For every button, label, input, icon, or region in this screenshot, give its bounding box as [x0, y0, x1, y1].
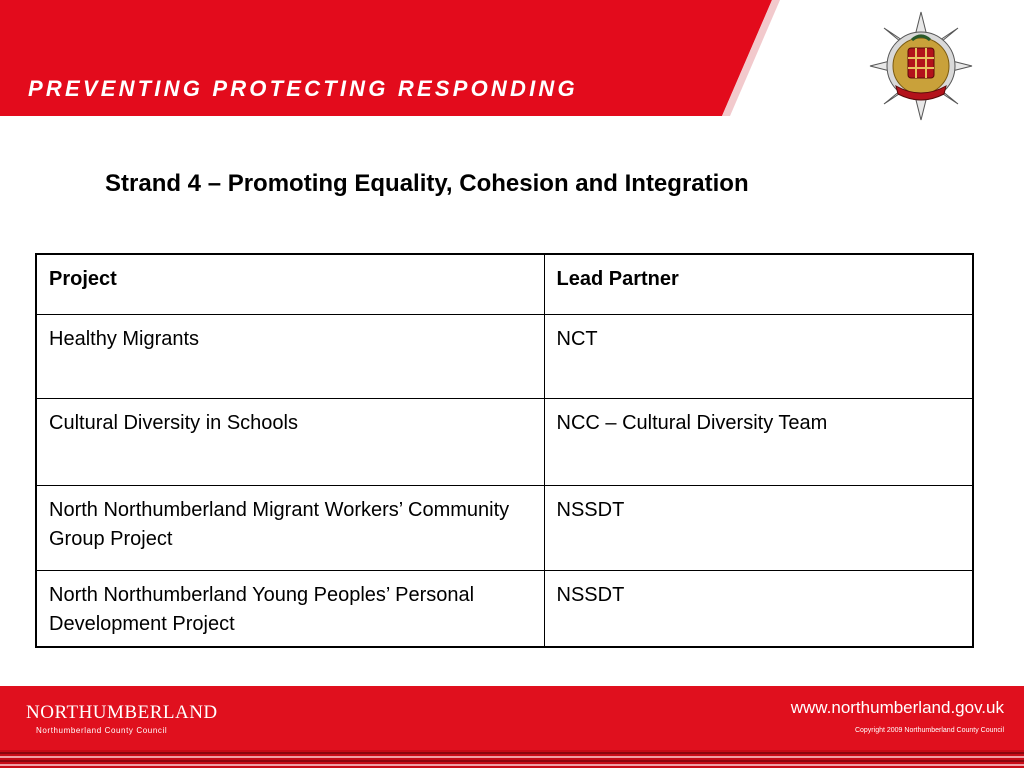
table-header-row [36, 254, 973, 314]
project-cell: Cultural Diversity in Schools [36, 398, 544, 485]
footer-stripes [0, 750, 1024, 768]
website-url: www.northumberland.gov.uk [790, 698, 1004, 717]
table-row [36, 398, 973, 485]
project-cell: North Northumberland Migrant Workers’ Community Group Project [36, 485, 544, 570]
page-title: Strand 4 – Promoting Equality, Cohesion and Integration [105, 170, 749, 197]
table-row [36, 485, 973, 570]
lead-partner-cell: NSSDT [544, 485, 973, 570]
northumberland-logo: NORTHUMBERLAND [26, 702, 218, 723]
header-tagline: PREVENTING PROTECTING RESPONDING [28, 76, 578, 101]
lead-partner-cell: NCC – Cultural Diversity Team [544, 398, 973, 485]
lead-partner-cell: NCT [544, 314, 973, 398]
project-cell: North Northumberland Young Peoples’ Personal Development Project [36, 570, 544, 647]
logo-subtitle: Northumberland County Council [36, 726, 168, 735]
project-cell: Healthy Migrants [36, 314, 544, 398]
table-row [36, 314, 973, 398]
header-lead-partner: Lead Partner [544, 254, 973, 314]
fire-rescue-crest-icon [868, 10, 974, 122]
lead-partner-cell: NSSDT [544, 570, 973, 647]
copyright-text: Copyright 2009 Northumberland County Council [854, 727, 1004, 734]
header-project: Project [36, 254, 544, 314]
table-row [36, 570, 973, 647]
projects-table [35, 253, 974, 648]
